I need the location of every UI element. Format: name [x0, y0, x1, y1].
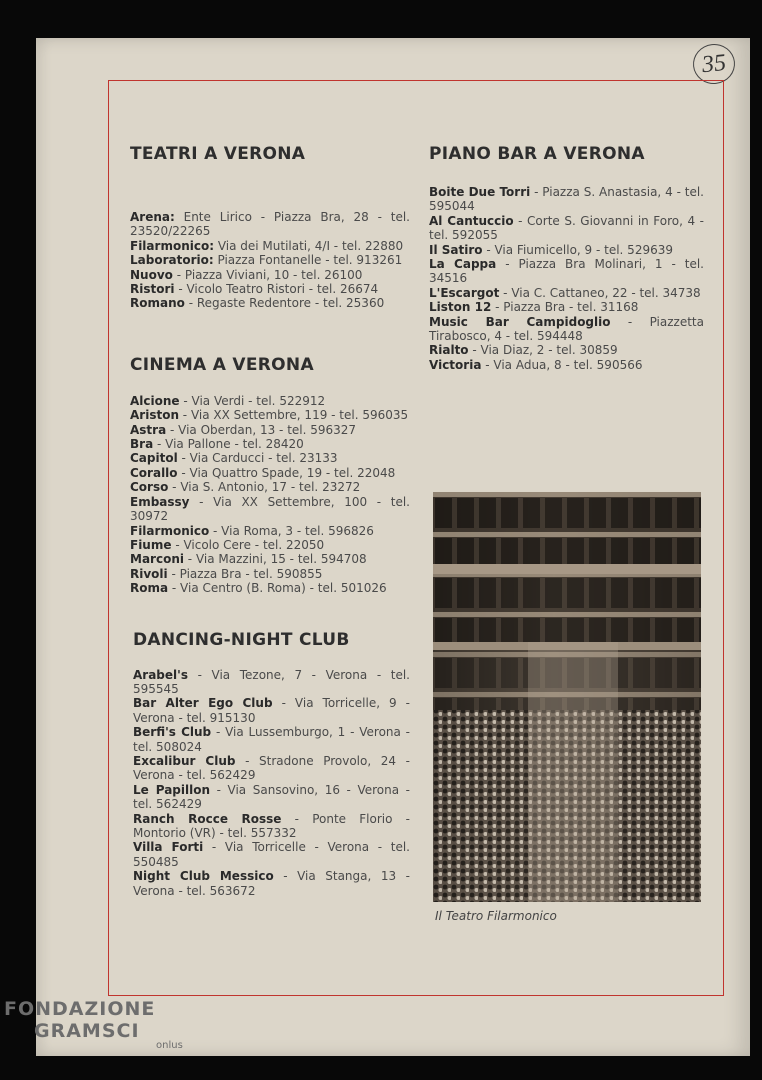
listing-entry	[429, 315, 704, 344]
listing-name: Filarmonico:	[130, 238, 214, 253]
listing-name: Victoria	[429, 357, 482, 372]
listing-name: Bra	[130, 437, 154, 452]
listing-name: Berfi's Club	[133, 725, 212, 740]
listing-entry	[130, 268, 410, 282]
listing-detail: - Piazzetta Tirabosco, 4 - tel. 594448	[429, 314, 704, 344]
listing-entry	[130, 253, 410, 267]
listing-detail: - Corte S. Giovanni in Foro, 4 - tel. 592055	[429, 213, 704, 243]
listing-entry	[130, 423, 410, 437]
listing-name: Astra	[130, 422, 167, 437]
dancing-list	[133, 668, 410, 899]
listing-detail: - Via Verdi - tel. 522912	[179, 393, 326, 408]
listing-entry	[429, 300, 704, 314]
listing-entry	[130, 451, 410, 465]
listing-detail: - Via Pallone - tel. 28420	[153, 437, 304, 452]
listing-name: Laboratorio:	[130, 253, 214, 268]
listing-entry	[130, 567, 410, 581]
cinema-list	[130, 394, 410, 596]
listing-entry	[130, 282, 410, 296]
listing-entry	[429, 243, 704, 257]
listing-detail: - Via Centro (B. Roma) - tel. 501026	[168, 581, 387, 596]
theatre-interior-image	[433, 492, 701, 902]
listing-entry	[130, 394, 410, 408]
piano-bar-list	[429, 185, 704, 372]
listing-name: Liston 12	[429, 300, 492, 315]
listing-detail: - Via Fiumicello, 9 - tel. 529639	[482, 242, 673, 257]
listing-entry	[130, 552, 410, 566]
listing-detail: - Via XX Settembre, 119 - tel. 596035	[178, 408, 409, 423]
listing-detail: - Regaste Redentore - tel. 25360	[184, 296, 385, 311]
section-heading-cinema: CINEMA A VERONA	[130, 354, 314, 375]
listing-name: Ranch Rocce Rosse	[133, 811, 282, 826]
right-column	[429, 144, 704, 372]
listing-name: Rivoli	[130, 566, 168, 581]
listing-entry	[429, 343, 704, 357]
listing-detail: - Via Tezone, 7 - Verona - tel. 595545	[133, 667, 410, 696]
listing-detail: - Vicolo Teatro Ristori - tel. 26674	[174, 282, 379, 297]
section-heading-teatri: TEATRI A VERONA	[130, 144, 306, 164]
listing-entry	[429, 286, 704, 300]
listing-entry	[429, 257, 704, 286]
listing-detail: - Via Torricelle, 9 - Verona - tel. 915130	[133, 696, 410, 725]
listing-detail: - Via Lussemburgo, 1 - Verona - tel. 508024	[133, 725, 410, 754]
listing-entry	[133, 754, 410, 783]
listing-entry	[130, 296, 410, 310]
listing-name: Corallo	[130, 465, 178, 480]
listing-entry	[133, 812, 410, 841]
listing-entry	[130, 538, 410, 552]
listing-detail: - Via Torricelle - Verona - tel. 550485	[133, 840, 410, 869]
listing-entry	[429, 214, 704, 243]
listing-name: Le Papillon	[133, 782, 211, 797]
listing-detail: - Via Oberdan, 13 - tel. 596327	[166, 422, 357, 437]
listing-entry	[130, 480, 410, 494]
listing-detail: - Via Roma, 3 - tel. 596826	[209, 523, 374, 538]
listing-name: Embassy	[130, 494, 190, 509]
listing-name: Al Cantuccio	[429, 213, 514, 228]
listing-name: Filarmonico	[130, 523, 210, 538]
listing-detail: - Vicolo Cere - tel. 22050	[171, 537, 325, 552]
listing-entry	[429, 185, 704, 214]
listing-detail: - Piazza Bra Molinari, 1 - tel. 34516	[429, 257, 704, 286]
listing-name: Rialto	[429, 343, 469, 358]
listing-entry	[130, 495, 410, 524]
listing-name: Boite Due Torri	[429, 185, 531, 199]
listing-name: Bar Alter Ego Club	[133, 696, 273, 711]
listing-entry	[130, 239, 410, 253]
listing-entry	[130, 437, 410, 451]
listing-detail: - Via Adua, 8 - tel. 590566	[481, 357, 643, 372]
listing-entry	[429, 358, 704, 372]
section-heading-dancing: DANCING-NIGHT CLUB	[133, 629, 350, 650]
listing-name: Capitol	[130, 451, 178, 466]
listing-name: L'Escargot	[429, 285, 500, 300]
watermark-line3: onlus	[156, 1040, 183, 1051]
listing-name: Excalibur Club	[133, 753, 236, 768]
listing-name: Nuovo	[130, 267, 173, 282]
listing-name: Arabel's	[133, 667, 188, 682]
listing-entry	[133, 840, 410, 869]
listing-name: La Cappa	[429, 257, 497, 272]
listing-name: Fiume	[130, 537, 172, 552]
listing-entry	[133, 783, 410, 812]
photo-caption: Il Teatro Filarmonico	[435, 909, 557, 923]
listing-name: Ristori	[130, 282, 175, 297]
listing-detail: Ente Lirico - Piazza Bra, 28 - tel. 23520/22265	[130, 210, 410, 239]
listing-name: Music Bar Campidoglio	[429, 314, 611, 329]
listing-name: Romano	[130, 296, 185, 311]
listing-detail: - Via Quattro Spade, 19 - tel. 22048	[177, 465, 396, 480]
listing-detail: - Piazza Bra - tel. 590855	[167, 566, 323, 581]
listing-name: Il Satiro	[429, 242, 483, 257]
listing-detail: - Piazza Bra - tel. 31168	[491, 300, 639, 315]
watermark-line1: FONDAZIONE	[4, 998, 156, 1020]
listing-detail: - Via Sansovino, 16 - Verona - tel. 562429	[133, 782, 411, 812]
listing-detail: - Via XX Settembre, 100 - tel. 30972	[130, 494, 410, 524]
listing-entry	[130, 524, 410, 538]
section-heading-piano-bar: PIANO BAR A VERONA	[429, 144, 645, 164]
listing-name: Night Club Messico	[133, 869, 274, 884]
fondazione-gramsci-watermark	[4, 998, 183, 1051]
listing-name: Villa Forti	[133, 840, 204, 855]
listing-detail: - Via C. Cattaneo, 22 - tel. 34738	[499, 285, 701, 300]
watermark-line2: GRAMSCI	[34, 1020, 140, 1042]
listing-name: Marconi	[130, 552, 184, 567]
left-column	[130, 144, 410, 898]
page-number: 35	[691, 42, 737, 86]
listing-detail: Piazza Fontanelle - tel. 913261	[213, 253, 403, 268]
listing-entry	[133, 696, 410, 725]
listing-entry	[130, 581, 410, 595]
listing-entry	[133, 668, 410, 697]
listing-entry	[133, 869, 410, 898]
theatre-photo	[433, 492, 701, 902]
listing-detail: - Via Diaz, 2 - tel. 30859	[468, 343, 618, 358]
listing-detail: - Ponte Florio - Montorio (VR) - tel. 557332	[133, 811, 410, 840]
listing-entry	[130, 210, 410, 239]
listing-detail: Via dei Mutilati, 4/I - tel. 22880	[214, 238, 404, 253]
listing-detail: - Via Stanga, 13 - Verona - tel. 563672	[133, 869, 410, 898]
listing-name: Arena:	[130, 210, 175, 224]
listing-entry	[130, 466, 410, 480]
listing-detail: - Via S. Antonio, 17 - tel. 23272	[168, 480, 361, 495]
teatri-list	[130, 210, 410, 311]
listing-detail: - Via Mazzini, 15 - tel. 594708	[183, 552, 367, 567]
listing-detail: - Piazza S. Anastasia, 4 - tel. 595044	[429, 185, 704, 214]
listing-detail: - Piazza Viviani, 10 - tel. 26100	[172, 267, 363, 282]
listing-name: Alcione	[130, 393, 180, 408]
listing-detail: - Via Carducci - tel. 23133	[177, 451, 338, 466]
listing-name: Roma	[130, 581, 169, 596]
listing-entry	[133, 725, 410, 754]
listing-name: Ariston	[130, 408, 179, 423]
listing-entry	[130, 408, 410, 422]
listing-detail: - Stradone Provolo, 24 - Verona - tel. 562429	[133, 753, 411, 783]
listing-name: Corso	[130, 480, 169, 495]
